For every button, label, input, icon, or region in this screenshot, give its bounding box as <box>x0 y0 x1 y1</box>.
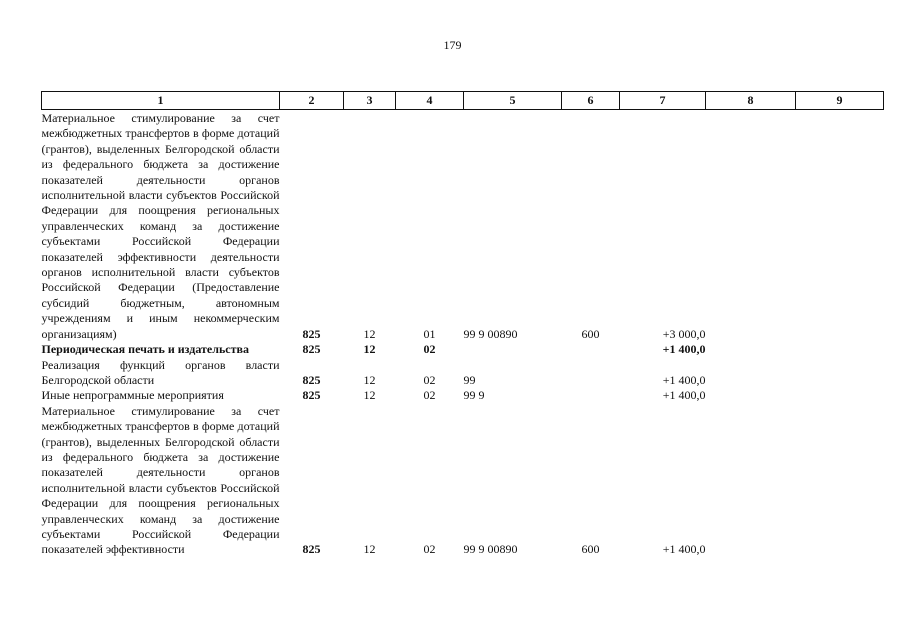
row-col9 <box>796 358 884 389</box>
table-row <box>42 111 884 342</box>
row-name: Периодическая печать и издательства <box>41 342 250 357</box>
row-col9 <box>796 388 884 403</box>
table-row <box>42 404 884 558</box>
col-header-2: 2 <box>280 92 344 110</box>
col-header-7: 7 <box>620 92 706 110</box>
row-col8 <box>706 388 796 403</box>
row-vr <box>562 388 620 403</box>
row-pr: 02 <box>423 542 436 557</box>
row-grbs: 825 <box>302 342 321 357</box>
row-grbs: 825 <box>302 372 321 387</box>
row-csr: 99 9 <box>463 388 485 403</box>
table-row <box>42 388 884 403</box>
row-name: Материальное стимулирование за счет межбюджетных трансфертов в форме дотаций (грантов), выделенных Белгородской области из федерального бюджета за достижение показателей деятельности органов исполнительной власти субъектов Российской Федерации для поощрения региональных управленческих команд за достижение субъектами Российской Федерации показателей эффективности <box>41 403 280 557</box>
row-col8 <box>706 342 796 357</box>
row-col9 <box>796 111 884 342</box>
row-pr: 02 <box>423 388 436 403</box>
row-rz: 12 <box>363 372 376 387</box>
col-header-3: 3 <box>344 92 396 110</box>
table-row <box>42 342 884 357</box>
row-csr: 99 9 00890 <box>463 542 518 557</box>
col-header-5: 5 <box>464 92 562 110</box>
row-name: Реализация функций органов власти Белгородской области <box>41 357 280 387</box>
row-rz: 12 <box>363 542 376 557</box>
page-number: 179 <box>443 38 462 52</box>
row-vr: 600 <box>581 326 600 341</box>
row-grbs: 825 <box>302 388 321 403</box>
row-col8 <box>706 358 796 389</box>
row-col8 <box>706 111 796 342</box>
row-vr: 600 <box>581 542 600 557</box>
header-row <box>42 92 884 110</box>
row-vr <box>562 358 620 389</box>
row-pr: 02 <box>423 372 436 387</box>
row-amount: +3 000,0 <box>662 326 706 341</box>
row-rz: 12 <box>363 388 376 403</box>
row-amount: +1 400,0 <box>662 342 706 357</box>
row-csr: 99 <box>463 372 476 387</box>
row-rz: 12 <box>363 342 376 357</box>
row-name: Иные непрограммные мероприятия <box>41 388 224 403</box>
row-vr <box>562 342 620 357</box>
row-amount: +1 400,0 <box>662 542 706 557</box>
table-row <box>42 358 884 389</box>
row-pr: 02 <box>423 342 436 357</box>
row-col9 <box>796 342 884 357</box>
col-header-4: 4 <box>396 92 464 110</box>
row-rz: 12 <box>363 326 376 341</box>
row-amount: +1 400,0 <box>662 372 706 387</box>
col-header-9: 9 <box>796 92 884 110</box>
row-csr: 99 9 00890 <box>463 326 518 341</box>
row-csr <box>464 342 562 357</box>
budget-table <box>41 91 884 558</box>
col-header-6: 6 <box>562 92 620 110</box>
row-grbs: 825 <box>302 326 321 341</box>
row-col9 <box>796 404 884 558</box>
row-amount: +1 400,0 <box>662 388 706 403</box>
col-header-1: 1 <box>42 92 280 110</box>
row-name: Материальное стимулирование за счет межбюджетных трансфертов в форме дотаций (грантов), выделенных Белгородской области из федерального бюджета за достижение показателей деятельности органов исполнительной власти субъектов Российской Федерации для поощрения региональных управленческих команд за достижение субъектами Российской Федерации показателей эффективности деятельности органов исполнительной власти субъектов Российской Федерации (Предоставление субсидий бюджетным, автономным учреждениям и иным некоммерческим организациям) <box>41 111 280 341</box>
row-grbs: 825 <box>302 542 321 557</box>
row-col8 <box>706 404 796 558</box>
row-pr: 01 <box>423 326 436 341</box>
col-header-8: 8 <box>706 92 796 110</box>
